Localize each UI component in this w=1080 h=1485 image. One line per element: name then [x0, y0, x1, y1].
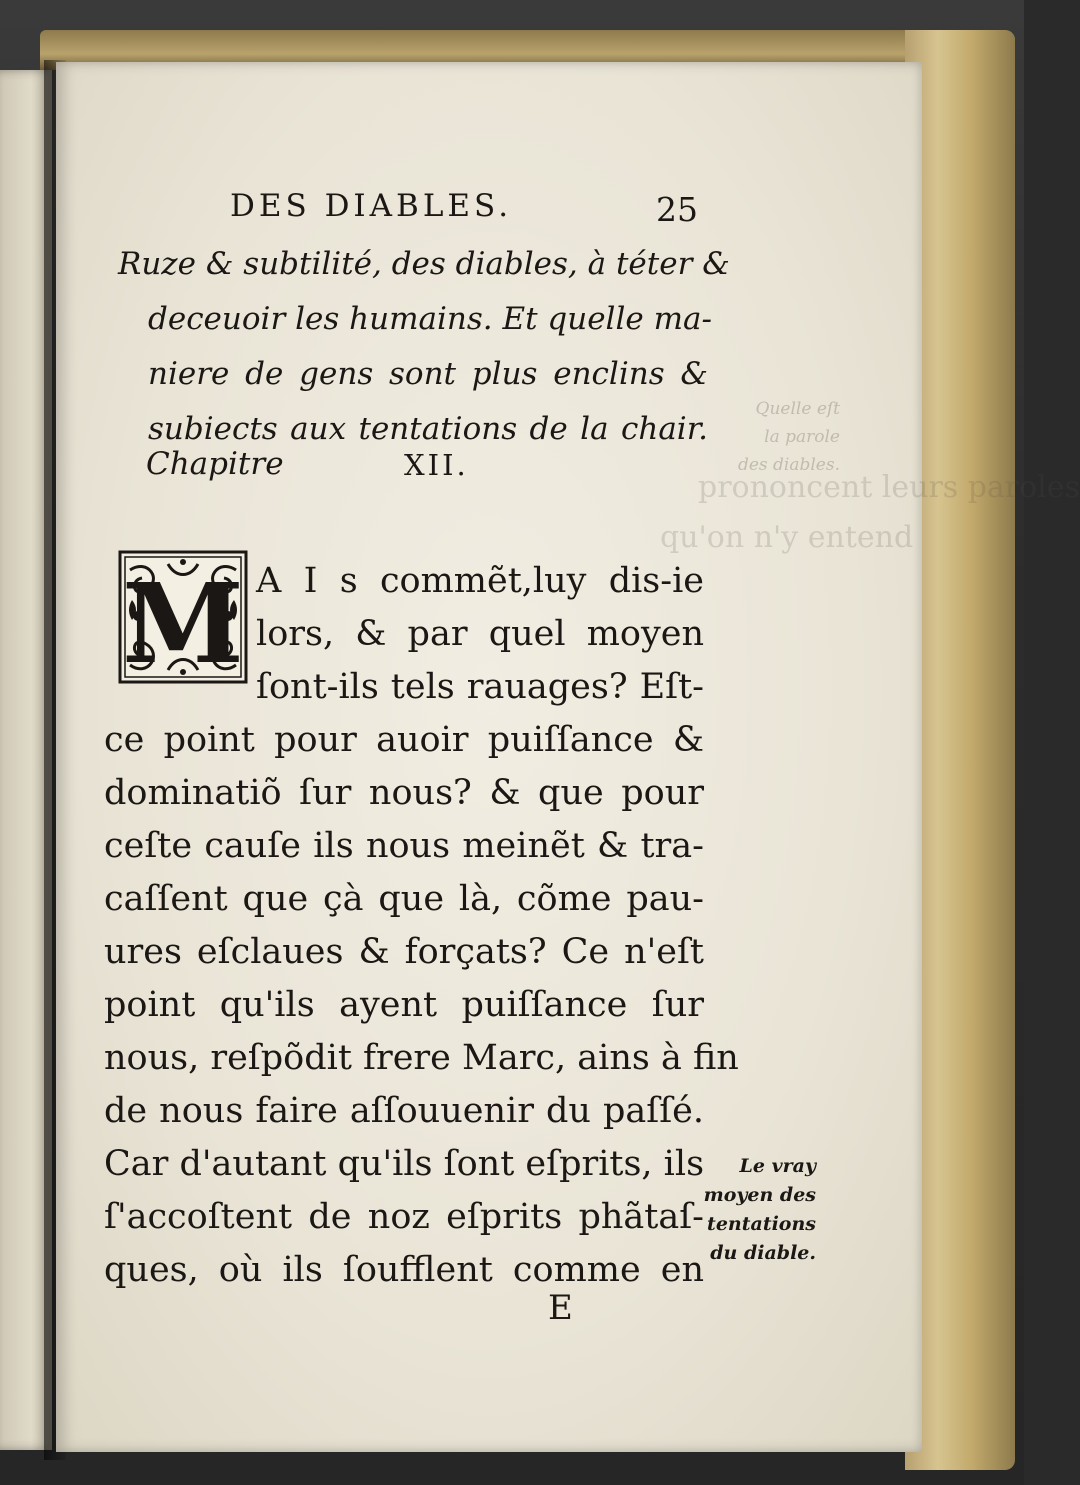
margin-note: [692, 1152, 816, 1268]
body-line: dominatiõ ſur nous? & que pour: [104, 773, 704, 813]
margin-note-line: moyen des: [703, 1184, 816, 1206]
body-line: de nous faire aſſouuenir du paſſé.: [104, 1091, 704, 1131]
body-line: Car d'autant qu'ils ſont eſprits, ils: [104, 1144, 705, 1184]
body-text: [104, 555, 739, 1297]
body-line: ceſte cauſe ils nous meinẽt & tra-: [104, 826, 704, 866]
body-line: ures eſclaues & forçats? Ce n'eſt: [104, 932, 704, 972]
running-head: DES DIABLES.: [230, 188, 513, 224]
body-line: caſſent que çà que là, cõme pau-: [104, 879, 704, 919]
margin-note-line: Le vray: [739, 1155, 816, 1177]
show-through-margin: Quelle eſt la parole des diables.: [737, 399, 840, 475]
margin-note-line: tentations: [707, 1213, 816, 1235]
body-line: ſont-ils tels rauages? Eſt-: [256, 667, 704, 707]
chapter-label: Chapitre: [146, 446, 284, 482]
page-number: 25: [656, 190, 698, 229]
chapter-heading-line: subiects aux tentations de la chair.: [148, 411, 708, 447]
body-line: ques, où ils ſoufflent comme en: [104, 1250, 704, 1290]
initial-letter: M: [122, 559, 244, 688]
chapter-heading-line: niere de gens sont plus enclins &: [148, 356, 708, 392]
body-line: ce point pour auoir puiſſance &: [104, 720, 704, 760]
body-line: ſ'accoſtent de noz eſprits phãtaſ-: [104, 1197, 704, 1237]
show-through-text: prononcent leurs paroles: [698, 470, 1080, 505]
chapter-number: XII.: [404, 448, 469, 482]
body-line: point qu'ils ayent puiſſance ſur: [104, 985, 704, 1025]
body-line: nous, reſpõdit frere Marc, ains à fin: [104, 1038, 739, 1078]
margin-note-line: du diable.: [710, 1242, 816, 1264]
show-through-text: qu'on n'y entend: [660, 520, 914, 555]
chapter-heading: [118, 237, 730, 457]
chapter-heading-line: deceuoir les humains. Et quelle ma-: [148, 301, 712, 337]
signature-mark: E: [548, 1288, 573, 1328]
body-line: lors, & par quel moyen: [256, 614, 704, 654]
chapter-heading-line: Ruze & subtilité, des diables, à téter &: [118, 246, 730, 282]
body-line: A I s commẽt,luy dis-ie: [256, 561, 704, 601]
